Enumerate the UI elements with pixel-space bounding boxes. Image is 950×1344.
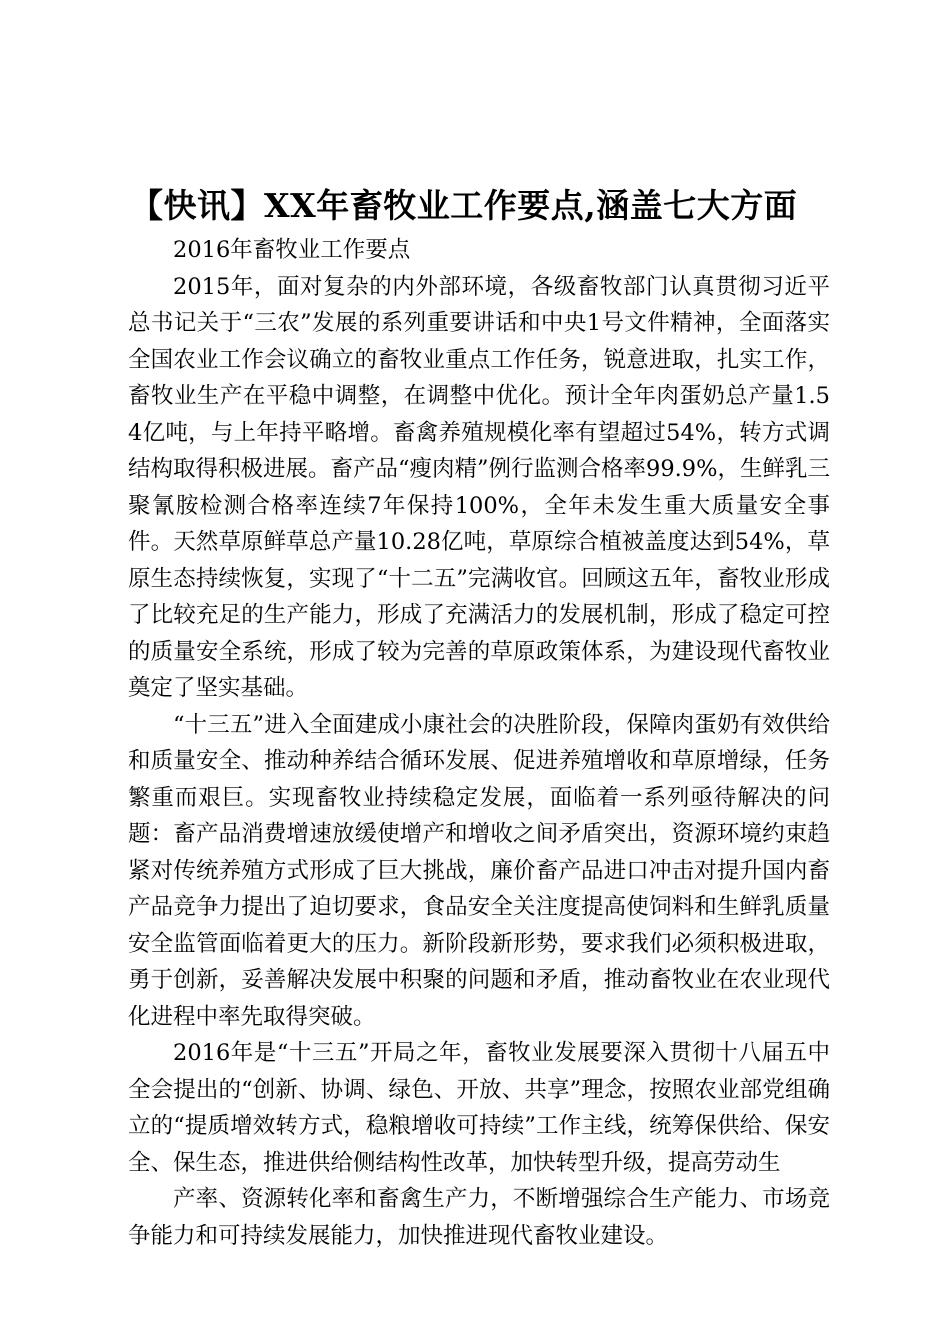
document-title: 【快讯】XX年畜牧业工作要点,涵盖七大方面 [130,186,798,225]
document-subtitle: 2016年畜牧业工作要点 [173,237,411,263]
paragraph-2016-guidelines: 2016年是“十三五”开局之年，畜牧业发展要深入贯彻十八届五中全会提出的“创新、协调、绿色、开放、共享”理念，按照农业部党组确立的“提质增效转方式，稳粮增收可持续”工作主线，统筹保供给、保安全、保生态，推进供给侧结构性改革，加快转型升级，提高劳动生 [128,1040,830,1176]
paragraph-2016-guidelines-continued: 产率、资源转化率和畜禽生产力，不断增强综合生产能力、市场竞争能力和可持续发展能力，加快推进现代畜牧业建设。 [128,1186,830,1249]
paragraph-review-2015: 2015年，面对复杂的内外部环境，各级畜牧部门认真贯彻习近平总书记关于“三农”发展的系列重要讲话和中央1号文件精神，全面落实全国农业工作会议确立的畜牧业重点工作任务，锐意进取，扎实工作，畜牧业生产在平稳中调整，在调整中优化。预计全年肉蛋奶总产量1.54亿吨，与上年持平略增。畜禽养殖规模化率有望超过54%，转方式调结构取得积极进展。畜产品“瘦肉精”例行监测合格率99.9%，生鲜乳三聚氰胺检测合格率连续7年保持100%，全年未发生重大质量安全事件。天然草原鲜草总产量10.28亿吨，草原综合植被盖度达到54%，草原生态持续恢复，实现了“十二五”完满收官。回顾这五年，畜牧业形成了比较充足的生产能力，形成了充满活力的发展机制，形成了稳定可控的质量安全系统，形成了较为完善的草原政策体系，为建设现代畜牧业奠定了坚实基础。 [128,273,830,701]
paragraph-13th-five-year-challenges: “十三五”进入全面建成小康社会的决胜阶段，保障肉蛋奶有效供给和质量安全、推动种养结合循环发展、促进养殖增收和草原增绿，任务繁重而艰巨。实现畜牧业持续稳定发展，面临着一系列亟待解决的问题：畜产品消费增速放缓使增产和增收之间矛盾突出，资源环境约束趋紧对传统养殖方式形成了巨大挑战，廉价畜产品进口冲击对提升国内畜产品竞争力提出了迫切要求，食品安全关注度提高使饲料和生鲜乳质量安全监管面临着更大的压力。新阶段新形势，要求我们必须积极进取，勇于创新，妥善解决发展中积聚的问题和矛盾，推动畜牧业在农业现代化进程中率先取得突破。 [128,711,830,1030]
document-body [128,232,830,1254]
